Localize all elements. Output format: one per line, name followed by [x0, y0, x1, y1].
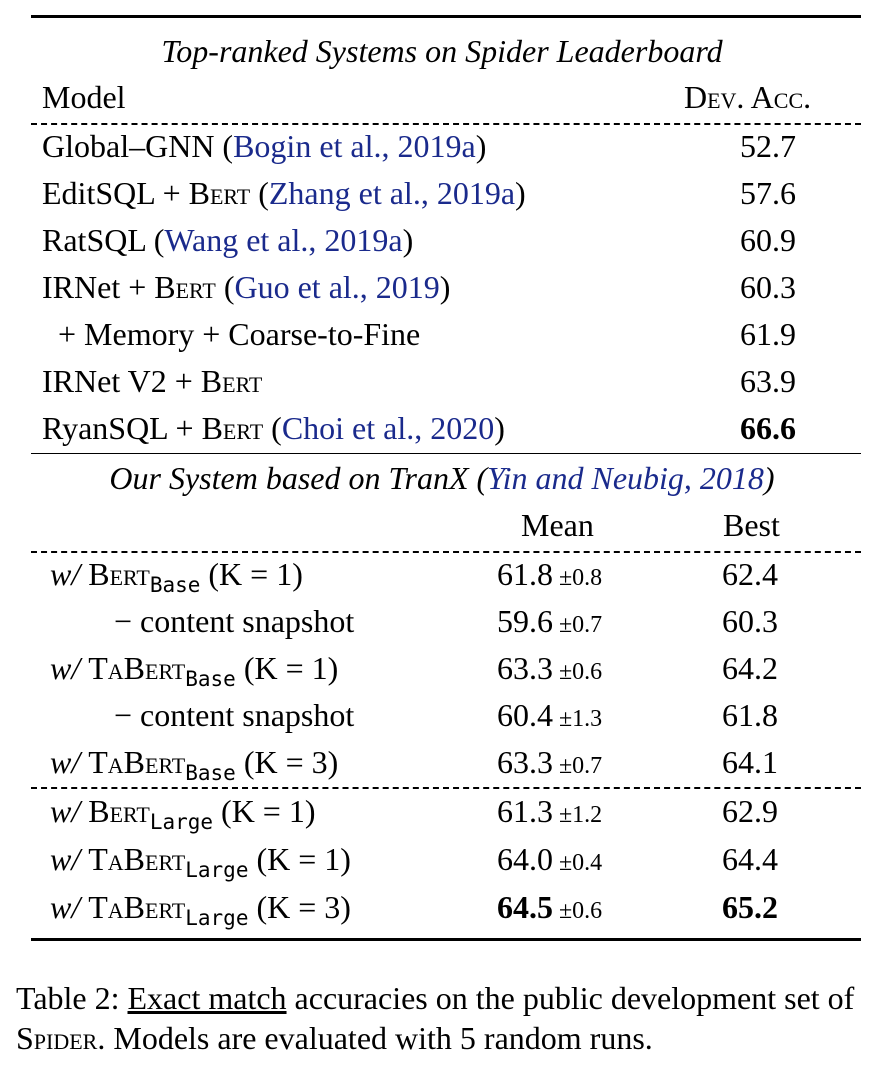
model-name: EditSQL + [42, 175, 189, 211]
model-name: Global–GNN ( [42, 128, 234, 164]
leaderboard-title: Top-ranked Systems on Spider Leaderboard [161, 33, 723, 69]
k-value: (K = 1) [200, 556, 303, 592]
mean-value: 64.0 [497, 841, 553, 877]
model-size-sub: Large [185, 858, 249, 882]
best-value: 64.4 [722, 841, 778, 877]
our-system-header-row [0, 502, 884, 548]
our-system-title-close: ) [763, 460, 775, 496]
mean-value: 61.3 [497, 793, 553, 829]
paren-close: ) [475, 128, 487, 164]
model-name-sc: Bert [88, 556, 150, 592]
paren-close: ) [515, 175, 526, 211]
with-prefix: w/ [50, 556, 89, 592]
col-mean-header: Mean [521, 507, 594, 543]
table-row [0, 264, 884, 310]
our-system-title-text: Our System based on TranX ( [109, 460, 488, 496]
best-value: 61.8 [722, 697, 778, 733]
caption-text-end: . Models are evaluated with 5 random runs. [97, 1020, 653, 1056]
model-name-after: ( [215, 269, 235, 305]
dev-acc-value: 60.9 [740, 222, 796, 258]
table-row [0, 217, 884, 263]
mid-rule [31, 453, 861, 454]
model-name: IRNet + [42, 269, 155, 305]
citation-link[interactable]: Yin and Neubig, 2018 [487, 460, 764, 496]
best-value: 62.4 [722, 556, 778, 592]
table-row [0, 884, 884, 930]
best-value-best: 65.2 [722, 889, 778, 925]
citation-link[interactable]: Choi et al., 2020 [281, 410, 495, 446]
dev-acc-value-best: 66.6 [740, 410, 796, 446]
table-row [0, 311, 884, 357]
table-row [0, 739, 884, 785]
model-size-sub: Large [185, 906, 249, 930]
model-name: RyanSQL + [42, 410, 202, 446]
citation-link[interactable]: Guo et al., 2019 [234, 269, 440, 305]
top-rule [31, 15, 861, 18]
model-size-sub: Base [185, 761, 236, 785]
table-row [0, 123, 884, 169]
model-name-sc: TaBert [88, 841, 186, 877]
citation-link[interactable]: Zhang et al., 2019a [268, 175, 516, 211]
k-value: (K = 3) [235, 744, 339, 780]
table-row [0, 551, 884, 597]
std-value: ±1.3 [559, 706, 603, 732]
dev-acc-value: 61.9 [740, 316, 796, 352]
caption-dataset: Spider [16, 1020, 98, 1056]
mean-value: 63.3 [497, 650, 553, 686]
std-value: ±1.2 [559, 802, 603, 828]
with-prefix: w/ [50, 889, 89, 925]
table-row [0, 692, 884, 738]
paren-close: ) [494, 410, 505, 446]
citation-link[interactable]: Wang et al., 2019a [164, 222, 403, 258]
best-value: 60.3 [722, 603, 778, 639]
k-value: (K = 1) [248, 841, 351, 877]
table-caption [16, 978, 876, 1058]
model-name-sc: Bert [188, 175, 251, 211]
mean-value: 60.4 [497, 697, 553, 733]
best-value: 64.1 [722, 744, 778, 780]
model-name-after: ( [263, 410, 282, 446]
col-model-header: Model [42, 79, 126, 115]
table-row [0, 645, 884, 691]
with-prefix: w/ [50, 793, 89, 829]
model-name-sc: TaBert [88, 650, 186, 686]
table-row [0, 358, 884, 404]
table-row [0, 788, 884, 834]
citation-link[interactable]: Bogin et al., 2019a [233, 128, 476, 164]
std-value: ±0.6 [559, 659, 603, 685]
model-size-sub: Base [149, 573, 201, 597]
mean-value: 61.8 [497, 556, 553, 592]
model-name-sc: TaBert [88, 889, 186, 925]
bottom-rule [31, 938, 861, 941]
caption-label: Table 2: [16, 980, 128, 1016]
caption-text: accuracies on the public development set of [286, 980, 855, 1016]
our-system-title [0, 455, 884, 501]
std-value: ±0.8 [559, 565, 603, 591]
table-row [0, 405, 884, 451]
model-name-after: ( [250, 175, 269, 211]
std-value: ±0.7 [559, 753, 603, 779]
k-value: (K = 3) [248, 889, 351, 925]
model-name-sc: Bert [88, 793, 150, 829]
table-row [0, 598, 884, 644]
std-value: ±0.6 [559, 898, 603, 924]
model-name-sc: Bert [200, 363, 263, 399]
std-value: ±0.4 [559, 850, 603, 876]
paren-close: ) [402, 222, 414, 258]
k-value: (K = 1) [213, 793, 316, 829]
table-row [0, 836, 884, 882]
paren-close: ) [439, 269, 451, 305]
dev-acc-value: 63.9 [740, 363, 796, 399]
col-best-header: Best [723, 507, 780, 543]
model-name-sc: Bert [154, 269, 216, 305]
col-dev-header: Dev. Acc. [684, 79, 812, 115]
mean-value: 63.3 [497, 744, 553, 780]
table-row [0, 170, 884, 216]
ablation-label: − content snapshot [114, 697, 355, 733]
dev-acc-value: 60.3 [740, 269, 796, 305]
std-value: ±0.7 [559, 612, 603, 638]
model-name-sc: TaBert [88, 744, 186, 780]
mean-value: 59.6 [497, 603, 553, 639]
ablation-label: − content snapshot [114, 603, 355, 639]
mean-value-best: 64.5 [497, 889, 553, 925]
best-value: 62.9 [722, 793, 778, 829]
model-size-sub: Base [185, 667, 236, 691]
model-name: + Memory + Coarse-to-Fine [58, 316, 421, 352]
with-prefix: w/ [50, 841, 89, 877]
dev-acc-value: 52.7 [740, 128, 796, 164]
model-size-sub: Large [149, 810, 214, 834]
model-name-sc: Bert [201, 410, 264, 446]
caption-underlined: Exact match [127, 980, 287, 1016]
model-name: RatSQL ( [42, 222, 165, 258]
leaderboard-header-row [0, 74, 884, 120]
k-value: (K = 1) [235, 650, 339, 686]
dev-acc-value: 57.6 [740, 175, 796, 211]
model-name: IRNet V2 + [42, 363, 201, 399]
best-value: 64.2 [722, 650, 778, 686]
with-prefix: w/ [50, 650, 89, 686]
with-prefix: w/ [50, 744, 89, 780]
